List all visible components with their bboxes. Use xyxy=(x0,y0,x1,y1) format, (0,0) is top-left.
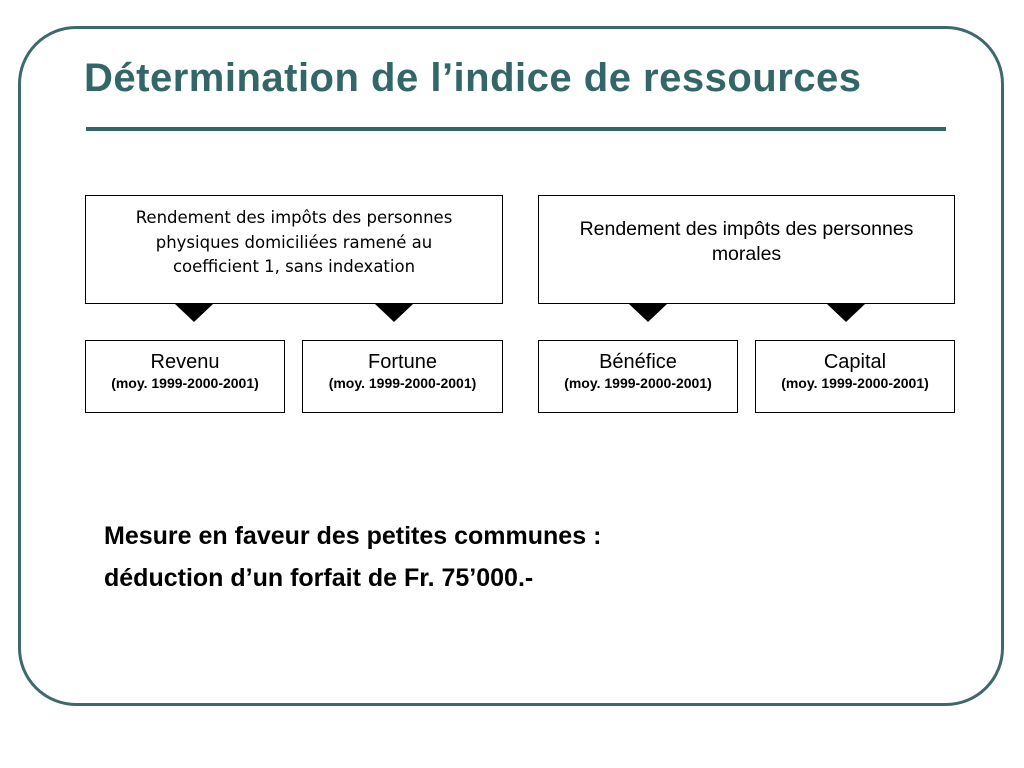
revenu-label: Revenu xyxy=(150,351,220,373)
fortune-period: (moy. 1999-2000-2001) xyxy=(328,375,477,391)
note-line-1: Mesure en faveur des petites communes : xyxy=(104,522,602,550)
benefice-box xyxy=(538,340,738,413)
arrow-down-icon-capital xyxy=(827,304,865,322)
revenu-period: (moy. 1999-2000-2001) xyxy=(111,375,259,391)
personnes-physiques-line-3: coefficient 1, sans indexation xyxy=(172,257,416,276)
arrow-down-icon-benefice xyxy=(629,304,667,322)
personnes-physiques-line-1: Rendement des impôts des personnes xyxy=(135,208,453,227)
arrow-down-icon-fortune xyxy=(375,304,413,322)
personnes-morales-label: Rendement des impôts des personnes morales xyxy=(579,218,914,265)
slide-title: Détermination de l’indice de ressources xyxy=(84,56,862,100)
revenu-box xyxy=(85,340,285,413)
capital-label: Capital xyxy=(823,351,887,373)
arrow-down-icon-revenu xyxy=(175,304,213,322)
benefice-label: Bénéfice xyxy=(599,351,677,373)
note-line-2: déduction d’un forfait de Fr. 75’000.- xyxy=(104,564,534,592)
benefice-period: (moy. 1999-2000-2001) xyxy=(564,375,712,391)
personnes-physiques-line-2: physiques domiciliées ramené au xyxy=(155,232,433,252)
personnes-physiques-box xyxy=(85,195,503,304)
capital-period: (moy. 1999-2000-2001) xyxy=(781,375,929,391)
fortune-label: Fortune xyxy=(368,351,437,373)
personnes-morales-box xyxy=(538,195,955,304)
title-underline xyxy=(86,127,946,131)
fortune-box xyxy=(302,340,503,413)
capital-box xyxy=(755,340,955,413)
